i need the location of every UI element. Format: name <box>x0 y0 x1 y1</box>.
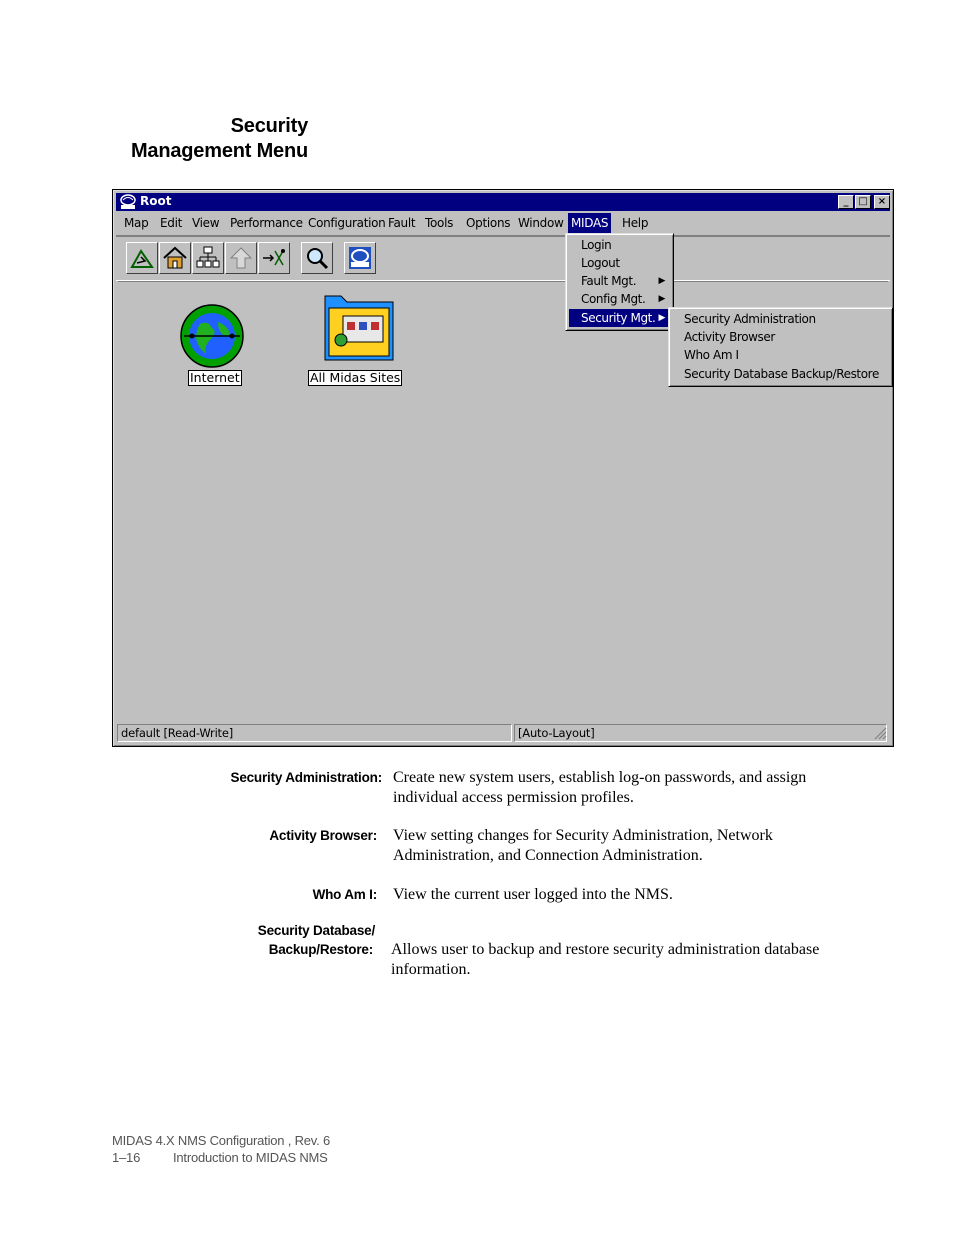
menu-item-login[interactable]: Login <box>581 238 612 252</box>
menu-item-security-mgt[interactable] <box>569 309 671 327</box>
home-icon <box>162 245 188 271</box>
submenu-arrow-icon: ▶ <box>658 294 665 304</box>
fault-mgt-label: Fault Mgt. <box>581 274 637 288</box>
heading-line-2: Management Menu <box>130 140 308 162</box>
globe-icon[interactable] <box>178 302 246 370</box>
network-up-icon <box>129 245 155 271</box>
route-icon <box>261 245 287 271</box>
heading-line-1: Security <box>230 115 308 137</box>
security-mgt-label: Security Mgt. <box>581 311 656 325</box>
term-db-line-1: Security Database/ <box>257 923 375 938</box>
up-level-button[interactable] <box>225 242 257 274</box>
all-midas-sites-label[interactable]: All Midas Sites <box>310 370 401 385</box>
menu-map[interactable]: Map <box>124 216 149 230</box>
term-activity-browser: Activity Browser: <box>269 828 377 843</box>
menu-window[interactable]: Window <box>518 216 564 230</box>
desc-activity-browser: View setting changes for Security Administration, Network Administration, and Connection Administration. <box>393 827 773 864</box>
menu-options[interactable]: Options <box>466 216 511 230</box>
menu-item-who-am-i[interactable]: Who Am I <box>684 348 739 362</box>
menu-item-logout[interactable]: Logout <box>581 256 620 270</box>
menu-item-config-mgt[interactable] <box>569 290 671 308</box>
hierarchy-button[interactable] <box>192 242 224 274</box>
menu-midas[interactable]: MIDAS <box>568 213 611 233</box>
config-mgt-label: Config Mgt. <box>581 292 646 306</box>
security-submenu <box>668 307 893 387</box>
term-security-administration: Security Administration: <box>230 770 382 785</box>
menu-item-activity-browser[interactable]: Activity Browser <box>684 330 775 344</box>
status-mode: default [Read-Write] <box>117 724 512 742</box>
up-arrow-icon <box>228 245 254 271</box>
search-button[interactable] <box>301 242 333 274</box>
footer-page-number: 1–16 <box>112 1150 141 1165</box>
close-button[interactable]: × <box>874 195 890 209</box>
home-button[interactable] <box>159 242 191 274</box>
desc-db-backup-restore: Allows user to backup and restore security administration database information. <box>391 941 820 978</box>
term-db-line-2: Backup/Restore: <box>268 942 373 957</box>
term-who-am-i: Who Am I: <box>312 887 377 902</box>
footer-page-line <box>112 1150 328 1165</box>
route-button[interactable] <box>258 242 290 274</box>
midas-logo-icon <box>347 245 373 271</box>
status-layout: [Auto-Layout] <box>514 724 887 742</box>
network-up-button[interactable] <box>126 242 158 274</box>
title-bar[interactable] <box>116 193 890 211</box>
desc-who-am-i: View the current user logged into the NMS. <box>393 886 673 903</box>
maximize-button[interactable]: □ <box>855 195 871 209</box>
magnifier-icon <box>304 245 330 271</box>
window-title: Root <box>140 194 172 208</box>
status-bar <box>116 723 890 741</box>
toolbar <box>116 235 890 281</box>
folder-icon[interactable] <box>323 294 395 362</box>
midas-menu <box>565 233 674 331</box>
internet-label[interactable]: Internet <box>190 370 240 385</box>
footer-doc-title: MIDAS 4.X NMS Configuration , Rev. 6 <box>112 1133 330 1148</box>
hierarchy-icon <box>195 245 221 271</box>
desc-security-administration: Create new system users, establish log-on passwords, and assign individual access permission profiles. <box>393 769 807 806</box>
section-heading <box>100 114 308 164</box>
app-icon <box>119 194 137 210</box>
menu-item-security-administration[interactable]: Security Administration <box>684 312 816 326</box>
menu-item-db-backup-restore[interactable]: Security Database Backup/Restore <box>684 367 879 381</box>
resize-grip-icon[interactable] <box>873 726 887 740</box>
menu-help[interactable]: Help <box>622 216 649 230</box>
submenu-arrow-icon: ▶ <box>658 313 665 323</box>
submenu-arrow-icon: ▶ <box>658 276 665 286</box>
menu-view[interactable]: View <box>192 216 220 230</box>
root-window <box>112 189 894 747</box>
menu-item-fault-mgt[interactable] <box>569 272 671 290</box>
menu-performance[interactable]: Performance <box>230 216 303 230</box>
menu-fault[interactable]: Fault <box>388 216 416 230</box>
menu-edit[interactable]: Edit <box>160 216 183 230</box>
footer-section: Introduction to MIDAS NMS <box>172 1150 328 1165</box>
menu-configuration[interactable]: Configuration <box>308 216 386 230</box>
minimize-button[interactable]: _ <box>838 195 854 209</box>
midas-button[interactable] <box>344 242 376 274</box>
menu-tools[interactable]: Tools <box>425 216 454 230</box>
menu-bar <box>116 213 890 233</box>
